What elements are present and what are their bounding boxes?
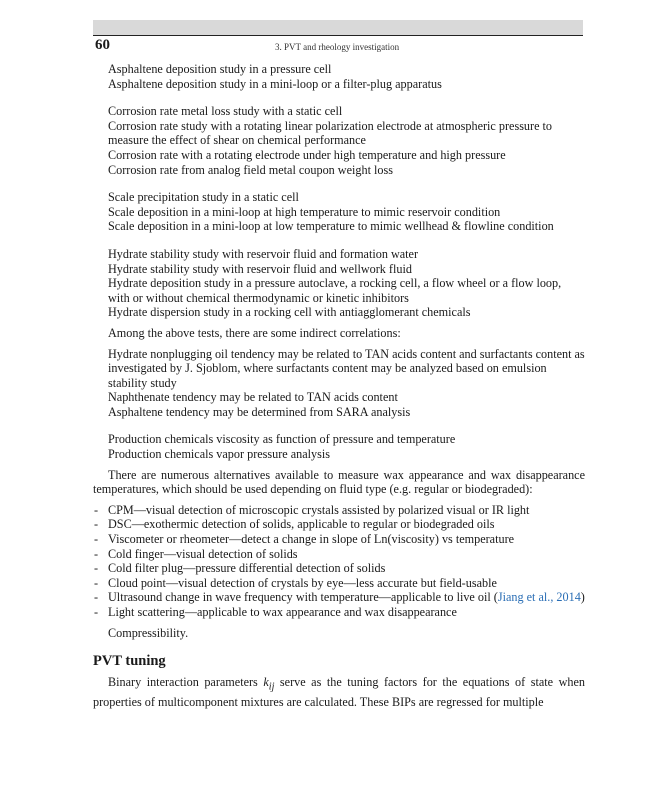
header-rule xyxy=(93,35,583,36)
corrosion-tests xyxy=(108,104,585,177)
wax-intro: There are numerous alternatives available to measure wax appearance and wax disappearance temperatures, which should be used depending on fluid type (e.g. regular or biodegraded): xyxy=(93,467,585,497)
test-line: Asphaltene deposition study in a mini-loop or a filter-plug apparatus xyxy=(108,76,442,91)
test-line: Corrosion rate metal loss study with a static cell xyxy=(108,104,343,119)
test-line: Hydrate dispersion study in a rocking cell with antiagglomerant chemicals xyxy=(108,305,471,320)
citation-link[interactable]: Jiang et al., 2014 xyxy=(497,590,581,605)
bip-subscript: ij xyxy=(268,681,275,693)
test-line: Scale deposition in a mini-loop at low temperature to mimic wellhead & flowline condition xyxy=(108,219,554,234)
correlation-line: Hydrate nonplugging oil tendency may be related to TAN acids content and surfactants content as investigated by J. Sjoblom, where surfactants content may be analyzed based on emulsion stability study xyxy=(108,346,585,390)
indirect-correlations xyxy=(108,347,585,420)
test-line: Corrosion rate study with a rotating linear polarization electrode at atmospheric pressure to measure the effect of shear on chemical performance xyxy=(108,118,553,148)
test-line: Hydrate stability study with reservoir fluid and formation water xyxy=(108,246,419,261)
list-item: - CPM—visual detection of microscopic crystals assisted by polarized visual or IR light xyxy=(93,503,585,518)
scale-tests xyxy=(108,190,585,234)
section-heading: PVT tuning xyxy=(93,653,166,670)
list-item: - Light scattering—applicable to wax appearance and wax disappearance xyxy=(93,605,585,620)
wax-method-list xyxy=(93,503,585,620)
test-line: Scale precipitation study in a static cell xyxy=(108,190,299,205)
correlation-line: Asphaltene tendency may be determined from SARA analysis xyxy=(108,404,411,419)
test-line: Corrosion rate from analog field metal coupon weight loss xyxy=(108,162,393,177)
correlation-line: Naphthenate tendency may be related to TAN acids content xyxy=(108,390,398,405)
test-line: Hydrate deposition study in a pressure autoclave, a rocking cell, a flow wheel or a flow loop, with or without chemical thermodynamic or kinetic inhibitors xyxy=(108,276,562,305)
list-item: - Cloud point—visual detection of crystals by eye—less accurate but field-usable xyxy=(93,576,585,591)
correlation-line: Production chemicals vapor pressure analysis xyxy=(108,447,331,462)
list-item: - DSC—exothermic detection of solids, applicable to regular or biodegraded oils xyxy=(93,517,585,532)
asphaltene-tests xyxy=(108,62,585,91)
chemicals-analysis xyxy=(108,432,585,461)
list-item: - Cold filter plug—pressure differential detection of solids xyxy=(93,561,585,576)
header-band xyxy=(93,20,583,35)
test-line: Hydrate stability study with reservoir fluid and wellwork fluid xyxy=(108,261,412,276)
compressibility-line: Compressibility. xyxy=(108,625,189,640)
bip-symbol: k xyxy=(263,674,269,689)
list-item: - Cold finger—visual detection of solids xyxy=(93,547,585,562)
correlation-line: Production chemicals viscosity as function of pressure and temperature xyxy=(108,432,456,447)
list-item: - Viscometer or rheometer—detect a change in slope of Ln(viscosity) vs temperature xyxy=(93,532,585,547)
hydrate-tests xyxy=(108,247,585,320)
page-body xyxy=(93,62,585,715)
test-line: Asphaltene deposition study in a pressure cell xyxy=(108,62,332,76)
page-number: 60 xyxy=(95,37,110,53)
running-head: 3. PVT and rheology investigation xyxy=(275,42,400,52)
bip-paragraph: Binary interaction parameters $k_{ij}$ serve as the tuning factors for the equations of state when properties of multicomponent mixtures are calculated. These BIPs are regressed for multiple xyxy=(93,674,585,709)
indirect-intro: Among the above tests, there are some indirect correlations: xyxy=(108,325,401,340)
test-line: Scale deposition in a mini-loop at high temperature to mimic reservoir condition xyxy=(108,204,501,219)
test-line: Corrosion rate with a rotating electrode under high temperature and high pressure xyxy=(108,147,506,162)
list-item: - Ultrasound change in wave frequency with temperature—applicable to live oil (Jiang et al., 2014) xyxy=(93,590,585,605)
